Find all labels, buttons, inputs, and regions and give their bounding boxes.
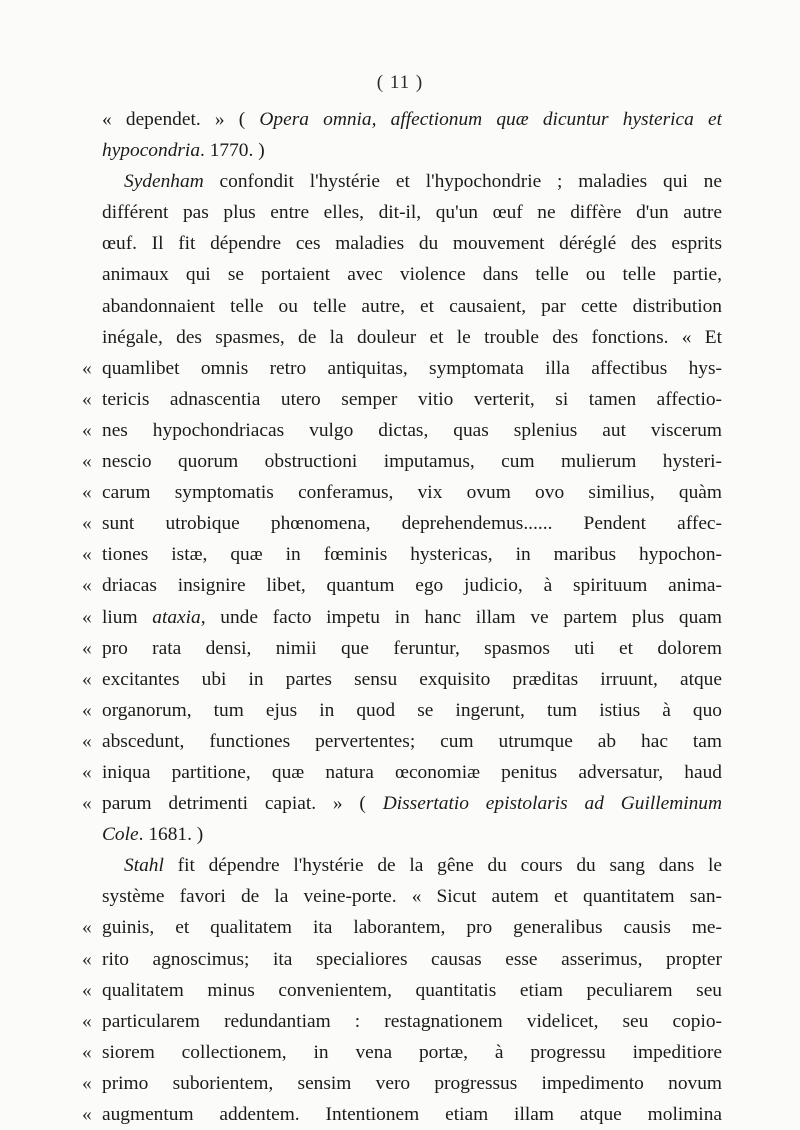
text-line	[82, 197, 722, 228]
line-text	[102, 788, 722, 819]
text-line	[82, 353, 722, 384]
line-text	[102, 726, 722, 757]
line-text	[102, 322, 722, 353]
line-text-roman: nescio quorum obstructioni imputamus, cum mulierum hysteri-	[102, 451, 722, 473]
line-text-roman: tericis adnascentia utero semper vitio verterit, si tamen affectio-	[102, 388, 722, 410]
line-text-italic: Opera omnia, affectionum quæ dicuntur hysterica et	[259, 109, 722, 130]
guillemet-marker: «	[82, 606, 92, 628]
guillemet-marker: «	[82, 793, 92, 815]
text-line	[82, 881, 722, 912]
guillemet-marker: «	[82, 575, 92, 597]
line-text-roman-tail: fit dépendre l'hystérie de la gêne du cours du sang dans le	[163, 855, 722, 877]
line-text	[102, 477, 722, 508]
line-text-italic: Dissertatio epistolaris ad Guilleminum	[382, 793, 722, 815]
text-line	[82, 135, 722, 166]
line-text-italic: Cole	[102, 824, 139, 846]
line-text	[102, 1099, 722, 1130]
line-text	[102, 881, 722, 912]
guillemet-marker: «	[82, 1041, 92, 1063]
guillemet-marker: «	[82, 1104, 92, 1125]
guillemet-marker: «	[82, 979, 92, 1001]
line-text	[102, 135, 722, 166]
line-text	[102, 291, 722, 322]
line-text-italic: Stahl	[124, 855, 164, 877]
page-number: ( 11 )	[376, 72, 424, 93]
text-line	[82, 446, 722, 477]
line-text	[102, 975, 722, 1006]
text-line	[82, 975, 722, 1006]
line-text-roman: augmentum addentem. Intentionem etiam illam atque molimina	[102, 1104, 722, 1125]
line-text	[102, 1068, 722, 1099]
line-text-italic: ataxia	[152, 606, 201, 628]
line-text	[102, 415, 722, 446]
text-line	[82, 602, 722, 633]
guillemet-marker: «	[82, 482, 92, 504]
line-text-roman: driacas insignire libet, quantum ego judicio, à spirituum anima-	[102, 575, 722, 597]
line-text-roman: particularem redundantiam : restagnationem videlicet, seu copio-	[102, 1010, 722, 1032]
line-text	[102, 539, 722, 570]
text-line	[82, 228, 722, 259]
text-line	[82, 166, 722, 197]
line-text	[102, 664, 722, 695]
line-text-roman: lium	[102, 606, 153, 628]
text-line	[82, 1099, 722, 1130]
line-text	[102, 197, 722, 228]
guillemet-marker: «	[82, 388, 92, 410]
line-text	[102, 1037, 722, 1068]
line-text-roman: guinis, et qualitatem ita laborantem, pro generalibus causis me-	[102, 917, 722, 939]
text-line	[82, 384, 722, 415]
line-text	[102, 166, 722, 197]
line-text	[102, 912, 722, 943]
text-line	[82, 633, 722, 664]
line-text	[102, 228, 722, 259]
line-text-roman: pro rata densi, nimii que feruntur, spasmos uti et dolorem	[102, 637, 722, 659]
line-text	[102, 1006, 722, 1037]
line-text	[102, 508, 722, 539]
line-text-roman: qualitatem minus convenientem, quantitatis etiam peculiarem seu	[102, 979, 722, 1001]
text-line	[82, 664, 722, 695]
line-text-roman: nes hypochondriacas vulgo dictas, quas splenius aut viscerum	[102, 419, 722, 441]
line-text-roman-tail: . 1770. )	[200, 140, 265, 162]
text-line	[82, 291, 722, 322]
line-text-roman: primo suborientem, sensim vero progressus impedimento novum	[102, 1072, 722, 1094]
line-text-roman: quamlibet omnis retro antiquitas, symptomata illa affectibus hys-	[102, 357, 722, 379]
text-line	[82, 104, 722, 135]
text-line	[82, 1037, 722, 1068]
guillemet-marker: «	[82, 419, 92, 441]
line-text	[102, 259, 722, 290]
line-text	[102, 570, 722, 601]
line-text-roman: excitantes ubi in partes sensu exquisito præditas irruunt, atque	[102, 668, 722, 690]
guillemet-marker: «	[82, 357, 92, 379]
body-text	[82, 104, 722, 1130]
guillemet-marker: «	[82, 1010, 92, 1032]
line-text	[102, 944, 722, 975]
line-text	[102, 819, 722, 850]
line-text-roman: tiones istæ, quæ in fœminis hystericas, in maribus hypochon-	[102, 544, 722, 566]
text-line	[82, 477, 722, 508]
line-text	[102, 446, 722, 477]
guillemet-marker: «	[82, 948, 92, 970]
line-text-roman: « dependet. » (	[102, 109, 260, 130]
text-line	[82, 570, 722, 601]
line-text-roman: sunt utrobique phœnomena, deprehendemus...... Pendent affec-	[102, 513, 722, 535]
text-line	[82, 757, 722, 788]
guillemet-marker: «	[82, 730, 92, 752]
line-text-roman: organorum, tum ejus in quod se ingerunt, tum istius à quo	[102, 699, 722, 721]
text-line	[82, 850, 722, 881]
line-text-roman: abscedunt, functiones pervertentes; cum utrumque ab hac tam	[102, 730, 722, 752]
guillemet-marker: «	[82, 451, 92, 473]
text-line	[82, 788, 722, 819]
guillemet-marker: «	[82, 637, 92, 659]
line-text-roman: système favori de la veine-porte. « Sicut autem et quantitatem san-	[102, 886, 722, 908]
line-text	[102, 602, 722, 633]
guillemet-marker: «	[82, 917, 92, 939]
line-text	[102, 850, 722, 881]
text-line	[82, 695, 722, 726]
line-text	[102, 104, 722, 135]
line-text-roman-tail: confondit l'hystérie et l'hypochondrie ; maladies qui ne	[203, 171, 722, 193]
text-line	[82, 1068, 722, 1099]
line-text-roman: rito agnoscimus; ita specialiores causas esse asserimus, propter	[102, 948, 722, 970]
guillemet-marker: «	[82, 544, 92, 566]
text-line	[82, 912, 722, 943]
line-text-roman: différent pas plus entre elles, dit-il, qu'un œuf ne diffère d'un autre	[102, 202, 722, 224]
guillemet-marker: «	[82, 1072, 92, 1094]
text-line	[82, 1006, 722, 1037]
guillemet-marker: «	[82, 761, 92, 783]
text-line	[82, 415, 722, 446]
line-text	[102, 633, 722, 664]
text-line	[82, 259, 722, 290]
line-text-roman-tail: . 1681. )	[138, 824, 204, 846]
line-text-roman: iniqua partitione, quæ natura œconomiæ penitus adversatur, haud	[102, 761, 722, 783]
line-text	[102, 757, 722, 788]
guillemet-marker: «	[82, 668, 92, 690]
text-line	[82, 726, 722, 757]
line-text-roman: abandonnaient telle ou telle autre, et causaient, par cette distribution	[102, 295, 722, 317]
line-text-roman: siorem collectionem, in vena portæ, à progressu impeditiore	[102, 1041, 722, 1063]
line-text-roman: œuf. Il fit dépendre ces maladies du mouvement déréglé des esprits	[102, 233, 722, 255]
line-text-roman: carum symptomatis conferamus, vix ovum ovo similius, quàm	[102, 482, 722, 504]
text-line	[82, 539, 722, 570]
line-text-italic: hypocondria	[102, 140, 201, 162]
guillemet-marker: «	[82, 699, 92, 721]
guillemet-marker: «	[82, 513, 92, 535]
line-text-roman: inégale, des spasmes, de la douleur et le trouble des fonctions. « Et	[102, 326, 722, 348]
line-text-roman-tail: , unde facto impetu in hanc illam ve partem plus quam	[200, 606, 722, 628]
line-text-roman: parum detrimenti capiat. » (	[102, 793, 383, 815]
line-text-roman: animaux qui se portaient avec violence dans telle ou telle partie,	[102, 264, 722, 286]
text-line	[82, 944, 722, 975]
line-text-italic: Sydenham	[124, 171, 204, 193]
text-line	[82, 819, 722, 850]
line-text	[102, 353, 722, 384]
text-line	[82, 508, 722, 539]
line-text	[102, 384, 722, 415]
text-line	[82, 322, 722, 353]
line-text	[102, 695, 722, 726]
